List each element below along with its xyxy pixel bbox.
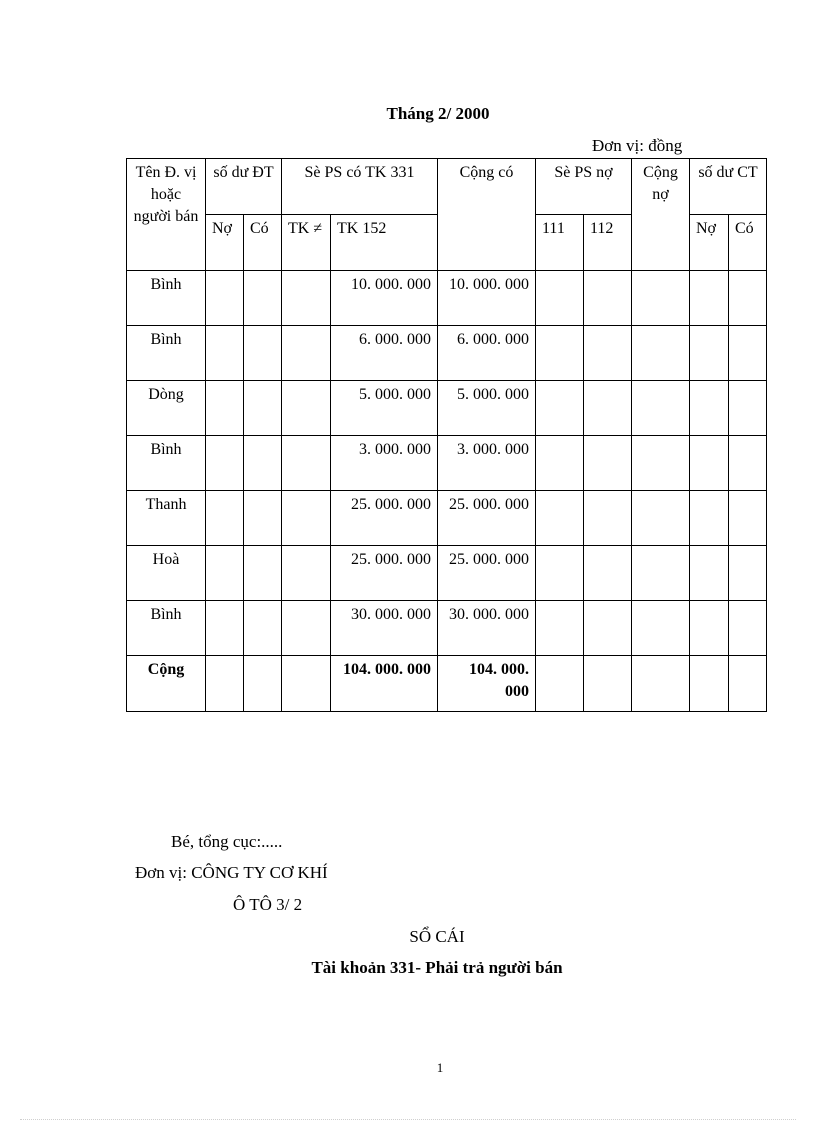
header-closing-balance: số dư CT	[690, 159, 767, 215]
empty-cell	[584, 546, 632, 601]
empty-cell	[632, 326, 690, 381]
empty-cell	[206, 546, 244, 601]
ledger-book-title: SỔ CÁI	[409, 927, 465, 946]
header-total-credit: Cộng có	[438, 159, 536, 271]
empty-cell	[206, 326, 244, 381]
empty-cell	[584, 326, 632, 381]
empty-cell	[244, 491, 282, 546]
empty-cell	[244, 436, 282, 491]
empty-cell	[729, 546, 767, 601]
empty-cell	[536, 601, 584, 656]
empty-cell	[282, 601, 331, 656]
empty-cell	[536, 491, 584, 546]
cong-co-amount: 3. 000. 000	[438, 436, 536, 491]
empty-cell	[244, 381, 282, 436]
empty-cell	[632, 601, 690, 656]
ledger-footer	[127, 656, 767, 712]
empty-cell	[729, 601, 767, 656]
empty-cell	[729, 381, 767, 436]
supplier-name: Dòng	[127, 381, 206, 436]
empty-cell	[244, 271, 282, 326]
supplier-name: Thanh	[127, 491, 206, 546]
empty-cell	[282, 546, 331, 601]
empty-cell	[729, 271, 767, 326]
supplier-name: Bình	[127, 271, 206, 326]
cong-co-amount: 5. 000. 000	[438, 381, 536, 436]
header-tk-112: 112	[584, 215, 632, 271]
tk152-amount: 5. 000. 000	[331, 381, 438, 436]
total-row	[127, 656, 767, 712]
empty-cell	[282, 271, 331, 326]
empty-cell	[536, 271, 584, 326]
empty-cell	[244, 601, 282, 656]
empty-cell	[690, 436, 729, 491]
table-row	[127, 271, 767, 326]
table-row	[127, 436, 767, 491]
tk152-amount: 10. 000. 000	[331, 271, 438, 326]
empty-cell	[584, 491, 632, 546]
company-unit: Đơn vị: CÔNG TY CƠ KHÍ	[135, 863, 328, 882]
empty-cell	[282, 491, 331, 546]
empty-cell	[729, 436, 767, 491]
header-tk-111: 111	[536, 215, 584, 271]
supplier-name: Bình	[127, 436, 206, 491]
table-row	[127, 491, 767, 546]
empty-cell	[206, 271, 244, 326]
tk152-amount: 6. 000. 000	[331, 326, 438, 381]
total-cong-co: 104. 000. 000	[438, 656, 536, 712]
cong-co-amount: 25. 000. 000	[438, 546, 536, 601]
header-tk-other: TK ≠	[282, 215, 331, 271]
empty-cell	[206, 491, 244, 546]
ledger-body	[127, 271, 767, 656]
empty-cell	[729, 491, 767, 546]
ledger-header	[127, 159, 767, 271]
table-row	[127, 601, 767, 656]
header-opening-no: Nợ	[206, 215, 244, 271]
header-debit-entries: Sè PS nợ	[536, 159, 632, 215]
page-number: 1	[436, 1060, 444, 1075]
empty-cell	[632, 436, 690, 491]
cong-co-amount: 30. 000. 000	[438, 601, 536, 656]
currency-unit: Đơn vị: đồng	[592, 136, 683, 155]
empty-cell	[282, 381, 331, 436]
month-title: Tháng 2/ 2000	[386, 104, 490, 123]
empty-cell	[690, 326, 729, 381]
empty-cell	[206, 436, 244, 491]
ledger-table	[126, 158, 767, 712]
header-opening-co: Có	[244, 215, 282, 271]
empty-cell	[584, 271, 632, 326]
empty-cell	[690, 601, 729, 656]
empty-cell	[690, 546, 729, 601]
empty-cell	[244, 546, 282, 601]
empty-cell	[282, 436, 331, 491]
empty-cell	[584, 381, 632, 436]
table-row	[127, 546, 767, 601]
empty-cell	[632, 491, 690, 546]
supplier-name: Bình	[127, 601, 206, 656]
header-tk-152: TK 152	[331, 215, 438, 271]
empty-cell	[632, 546, 690, 601]
header-opening-balance: số dư ĐT	[206, 159, 282, 215]
cong-co-amount: 25. 000. 000	[438, 491, 536, 546]
empty-cell	[632, 271, 690, 326]
empty-cell	[690, 271, 729, 326]
tk152-amount: 3. 000. 000	[331, 436, 438, 491]
total-label: Cộng	[127, 656, 206, 712]
tk152-amount: 25. 000. 000	[331, 491, 438, 546]
tk152-amount: 25. 000. 000	[331, 546, 438, 601]
header-supplier: Tên Đ. vị hoặc người bán	[127, 159, 206, 271]
empty-cell	[729, 326, 767, 381]
supplier-name: Hoà	[127, 546, 206, 601]
empty-cell	[282, 326, 331, 381]
empty-cell	[690, 381, 729, 436]
total-tk152: 104. 000. 000	[331, 656, 438, 712]
table-row	[127, 326, 767, 381]
tk152-amount: 30. 000. 000	[331, 601, 438, 656]
header-closing-co: Có	[729, 215, 767, 271]
empty-cell	[584, 601, 632, 656]
table-row	[127, 381, 767, 436]
cong-co-amount: 10. 000. 000	[438, 271, 536, 326]
header-total-debit: Cộng nợ	[632, 159, 690, 271]
account-title: Tài khoản 331- Phải trả người bán	[311, 958, 563, 977]
empty-cell	[206, 381, 244, 436]
empty-cell	[536, 381, 584, 436]
empty-cell	[244, 326, 282, 381]
header-credit-entries: Sè PS có TK 331	[282, 159, 438, 215]
empty-cell	[690, 491, 729, 546]
empty-cell	[536, 546, 584, 601]
supplier-name: Bình	[127, 326, 206, 381]
empty-cell	[536, 326, 584, 381]
empty-cell	[536, 436, 584, 491]
ministry-line: Bé, tổng cục:.....	[171, 832, 283, 851]
page-edge-divider	[20, 1119, 796, 1120]
empty-cell	[206, 601, 244, 656]
empty-cell	[584, 436, 632, 491]
company-unit-line2: Ô TÔ 3/ 2	[233, 895, 303, 914]
cong-co-amount: 6. 000. 000	[438, 326, 536, 381]
empty-cell	[632, 381, 690, 436]
header-closing-no: Nợ	[690, 215, 729, 271]
